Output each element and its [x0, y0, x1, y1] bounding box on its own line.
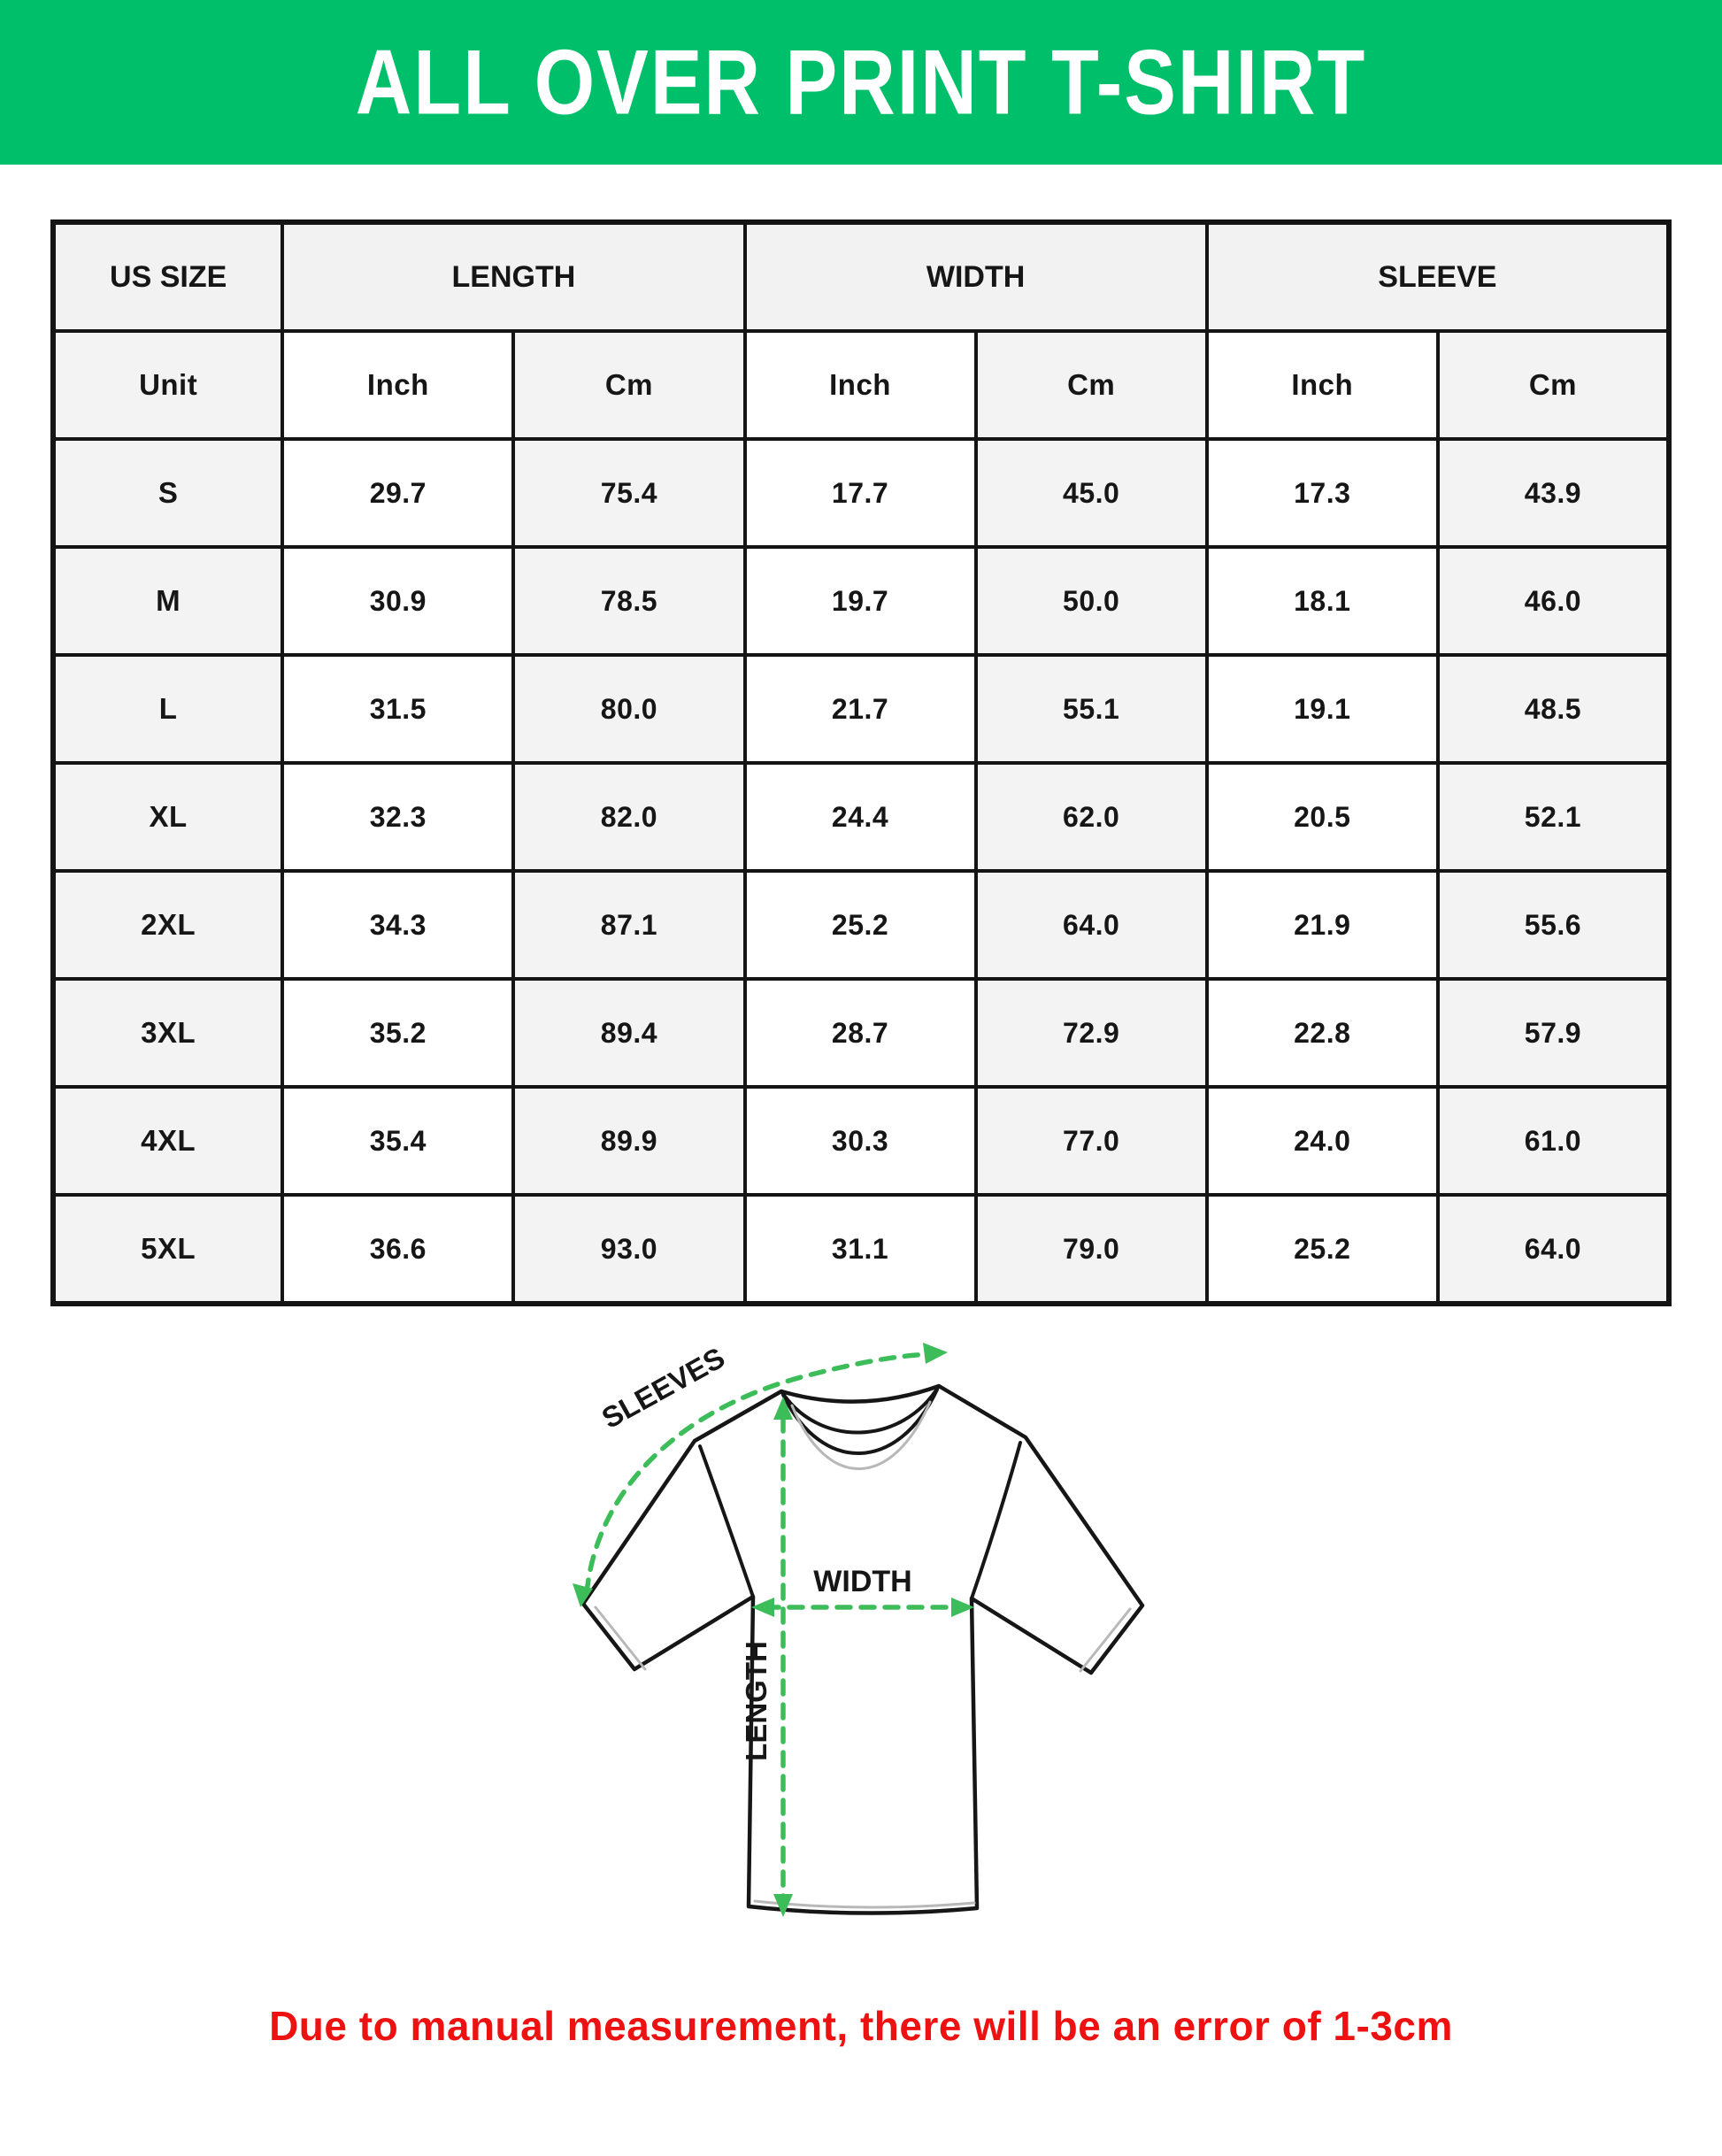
table-row [53, 1195, 1669, 1304]
value-cell: 77.0 [976, 1087, 1207, 1195]
size-table [50, 219, 1672, 1306]
value-cell: 82.0 [513, 763, 744, 871]
value-cell: 19.1 [1207, 655, 1438, 763]
unit-cell: Cm [976, 331, 1207, 439]
value-cell: 31.5 [282, 655, 513, 763]
value-cell: 64.0 [976, 871, 1207, 979]
header-sleeve: SLEEVE [1207, 222, 1669, 331]
header-us-size: US SIZE [53, 222, 282, 331]
table-row [53, 871, 1669, 979]
value-cell: 46.0 [1438, 547, 1669, 655]
tshirt-diagram [0, 1331, 1722, 1972]
length-label: LENGTH [740, 1641, 773, 1761]
value-cell: 35.4 [282, 1087, 513, 1195]
size-table-wrapper [0, 165, 1722, 1306]
size-cell: 4XL [53, 1087, 282, 1195]
value-cell: 89.9 [513, 1087, 744, 1195]
value-cell: 35.2 [282, 979, 513, 1087]
value-cell: 50.0 [976, 547, 1207, 655]
value-cell: 30.9 [282, 547, 513, 655]
value-cell: 30.3 [745, 1087, 976, 1195]
size-cell: 2XL [53, 871, 282, 979]
header-length: LENGTH [282, 222, 744, 331]
value-cell: 24.0 [1207, 1087, 1438, 1195]
measurement-note: Due to manual measurement, there will be an error of 1-3cm [269, 2003, 1453, 2049]
value-cell: 17.7 [745, 439, 976, 547]
value-cell: 21.7 [745, 655, 976, 763]
unit-cell: Inch [282, 331, 513, 439]
value-cell: 80.0 [513, 655, 744, 763]
sleeves-arrow-end-head [923, 1343, 948, 1364]
value-cell: 45.0 [976, 439, 1207, 547]
table-row [53, 439, 1669, 547]
header-width: WIDTH [745, 222, 1207, 331]
value-cell: 62.0 [976, 763, 1207, 871]
value-cell: 78.5 [513, 547, 744, 655]
unit-cell: Cm [513, 331, 744, 439]
value-cell: 31.1 [745, 1195, 976, 1304]
size-cell: L [53, 655, 282, 763]
width-label: WIDTH [813, 1565, 912, 1598]
value-cell: 55.6 [1438, 871, 1669, 979]
size-cell: 3XL [53, 979, 282, 1087]
value-cell: 19.7 [745, 547, 976, 655]
value-cell: 87.1 [513, 871, 744, 979]
value-cell: 64.0 [1438, 1195, 1669, 1304]
value-cell: 57.9 [1438, 979, 1669, 1087]
tshirt-outline [583, 1386, 1142, 1913]
table-row [53, 655, 1669, 763]
value-cell: 17.3 [1207, 439, 1438, 547]
unit-cell: Inch [1207, 331, 1438, 439]
value-cell: 34.3 [282, 871, 513, 979]
unit-label-cell: Unit [53, 331, 282, 439]
value-cell: 61.0 [1438, 1087, 1669, 1195]
value-cell: 18.1 [1207, 547, 1438, 655]
value-cell: 89.4 [513, 979, 744, 1087]
size-cell: XL [53, 763, 282, 871]
value-cell: 29.7 [282, 439, 513, 547]
value-cell: 28.7 [745, 979, 976, 1087]
value-cell: 75.4 [513, 439, 744, 547]
unit-row [53, 331, 1669, 439]
size-cell: S [53, 439, 282, 547]
value-cell: 48.5 [1438, 655, 1669, 763]
group-header-row [53, 222, 1669, 331]
value-cell: 93.0 [513, 1195, 744, 1304]
value-cell: 24.4 [745, 763, 976, 871]
unit-cell: Inch [745, 331, 976, 439]
tshirt-diagram-svg [516, 1331, 1206, 1972]
value-cell: 25.2 [745, 871, 976, 979]
sleeves-label: SLEEVES [596, 1340, 730, 1436]
title-banner [0, 0, 1722, 165]
table-row [53, 547, 1669, 655]
table-row [53, 763, 1669, 871]
value-cell: 21.9 [1207, 871, 1438, 979]
value-cell: 36.6 [282, 1195, 513, 1304]
value-cell: 22.8 [1207, 979, 1438, 1087]
value-cell: 43.9 [1438, 439, 1669, 547]
size-cell: 5XL [53, 1195, 282, 1304]
value-cell: 79.0 [976, 1195, 1207, 1304]
size-cell: M [53, 547, 282, 655]
value-cell: 55.1 [976, 655, 1207, 763]
value-cell: 52.1 [1438, 763, 1669, 871]
table-row [53, 979, 1669, 1087]
unit-cell: Cm [1438, 331, 1669, 439]
value-cell: 32.3 [282, 763, 513, 871]
table-row [53, 1087, 1669, 1195]
page-title: ALL OVER PRINT T-SHIRT [355, 30, 1367, 134]
value-cell: 72.9 [976, 979, 1207, 1087]
value-cell: 20.5 [1207, 763, 1438, 871]
value-cell: 25.2 [1207, 1195, 1438, 1304]
